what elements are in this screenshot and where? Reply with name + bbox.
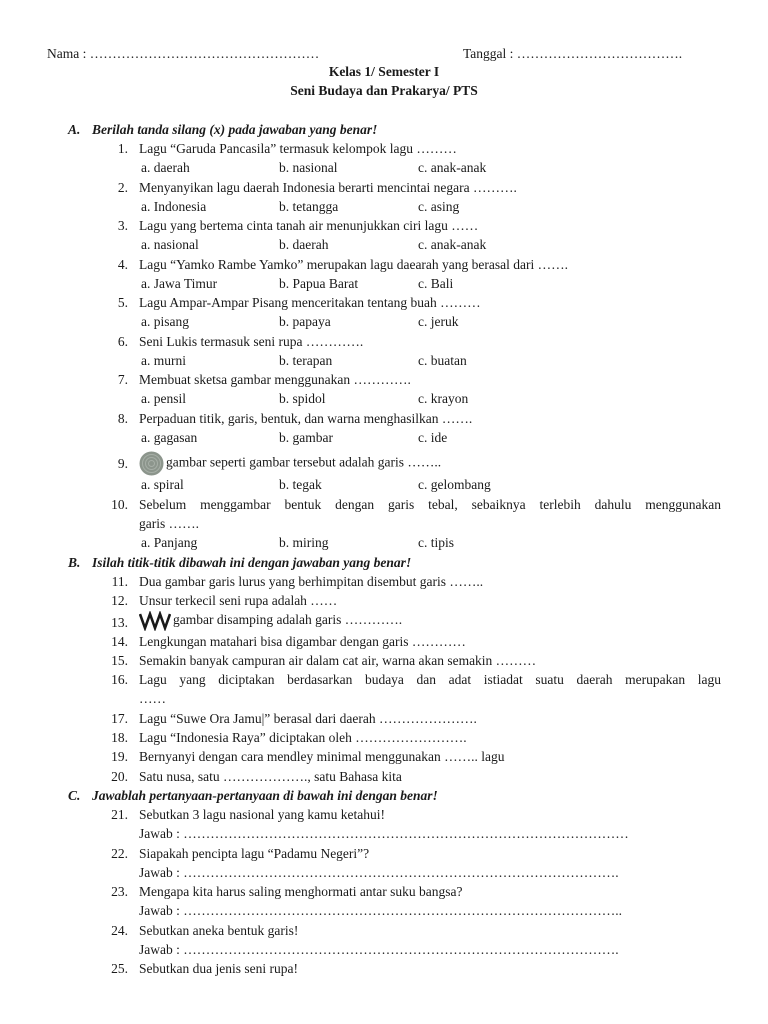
question-number: 8.: [117, 411, 128, 426]
question-number: 6.: [117, 334, 128, 349]
answer-line[interactable]: Jawab : …………………………………………………………………………………….: [139, 942, 619, 957]
option-a[interactable]: a. Panjang: [141, 535, 198, 550]
option-c[interactable]: c. krayon: [418, 391, 469, 406]
zigzag-line-image: [139, 611, 171, 631]
question-text: Lagu “Suwe Ora Jamu|” berasal dari daerah ………………….: [139, 711, 477, 726]
option-c[interactable]: c. anak-anak: [418, 237, 487, 252]
question-text: Mengapa kita harus saling menghormati antar suku bangsa?: [139, 884, 463, 899]
question-number: 14.: [111, 634, 128, 649]
date-field: Tanggal : ……………………………….: [463, 46, 683, 61]
section-title: Jawablah pertanyaan-pertanyaan di bawah ini dengan benar!: [92, 788, 438, 803]
question-number: 22.: [111, 846, 128, 861]
option-a[interactable]: a. Jawa Timur: [141, 276, 218, 291]
question-text: Menyanyikan lagu daerah Indonesia berarti mencintai negara ……….: [139, 180, 517, 195]
question-text-continued: garis …….: [139, 516, 199, 531]
question-text: Lagu Ampar-Ampar Pisang menceritakan tentang buah ………: [139, 295, 481, 310]
question-number: 16.: [111, 672, 128, 687]
question-number: 25.: [111, 961, 128, 976]
question-text: Sebelum menggambar bentuk dengan garis tebal, sebaiknya terlebih dahulu menggunakan: [139, 497, 721, 512]
subject-title: Seni Budaya dan Prakarya/ PTS: [290, 83, 478, 98]
option-c[interactable]: c. anak-anak: [418, 160, 487, 175]
question-number: 19.: [111, 749, 128, 764]
option-b[interactable]: b. terapan: [279, 353, 333, 368]
question-number: 11.: [111, 574, 128, 589]
answer-line[interactable]: Jawab : ……………………………………………………………………………………..: [139, 903, 622, 918]
option-b[interactable]: b. tetangga: [279, 199, 339, 214]
question-text: Perpaduan titik, garis, bentuk, dan warna menghasilkan …….: [139, 411, 473, 426]
option-a[interactable]: a. nasional: [141, 237, 199, 252]
question-number: 18.: [111, 730, 128, 745]
question-text-with-image: [139, 610, 402, 631]
question-number: 20.: [111, 769, 128, 784]
option-b[interactable]: b. miring: [279, 535, 329, 550]
question-text: Membuat sketsa gambar menggunakan ………….: [139, 372, 411, 387]
question-text: Lagu yang diciptakan berdasarkan budaya dan adat istiadat suatu daerah merupakan lagu: [139, 672, 721, 687]
option-a[interactable]: a. Indonesia: [141, 199, 207, 214]
question-text: Lagu “Indonesia Raya” diciptakan oleh …………………….: [139, 730, 467, 745]
question-number: 9.: [117, 456, 128, 471]
option-b[interactable]: b. Papua Barat: [279, 276, 359, 291]
option-c[interactable]: c. Bali: [418, 276, 454, 291]
question-number: 5.: [117, 295, 128, 310]
name-field: Nama : ……………………………………………: [47, 46, 320, 61]
question-number: 4.: [117, 257, 128, 272]
question-text: Sebutkan aneka bentuk garis!: [139, 923, 299, 938]
question-number: 24.: [111, 923, 128, 938]
class-semester-title: Kelas 1/ Semester I: [328, 64, 440, 79]
option-a[interactable]: a. daerah: [141, 160, 190, 175]
question-text: Seni Lukis termasuk seni rupa ………….: [139, 334, 364, 349]
section-b-heading: [68, 553, 411, 572]
question-number: 1.: [117, 141, 128, 156]
question-number: 10.: [111, 497, 128, 512]
section-letter: C.: [68, 788, 81, 803]
answer-line[interactable]: Jawab : …………………………………………………………………………………….: [139, 865, 619, 880]
question-text: Bernyanyi dengan cara mendley minimal menggunakan …….. lagu: [139, 749, 505, 764]
option-c[interactable]: c. ide: [418, 430, 448, 445]
question-text: Lengkungan matahari bisa digambar dengan garis …………: [139, 634, 466, 649]
question-number: 13.: [111, 615, 128, 630]
section-c-heading: [68, 786, 438, 805]
question-text: Lagu “Garuda Pancasila” termasuk kelompok lagu ………: [139, 141, 457, 156]
question-text: Semakin banyak campuran air dalam cat air, warna akan semakin ………: [139, 653, 537, 668]
section-letter: B.: [68, 555, 81, 570]
question-text: Sebutkan dua jenis seni rupa!: [139, 961, 298, 976]
option-c[interactable]: c. asing: [418, 199, 460, 214]
option-a[interactable]: a. pensil: [141, 391, 186, 406]
question-number: 15.: [111, 653, 128, 668]
option-b[interactable]: b. nasional: [279, 160, 338, 175]
question-text: Lagu yang bertema cinta tanah air menunjukkan ciri lagu ……: [139, 218, 479, 233]
option-c[interactable]: c. tipis: [418, 535, 454, 550]
question-number: 21.: [111, 807, 128, 822]
option-a[interactable]: a. gagasan: [141, 430, 198, 445]
option-b[interactable]: b. daerah: [279, 237, 329, 252]
option-c[interactable]: c. buatan: [418, 353, 467, 368]
option-b[interactable]: b. tegak: [279, 477, 322, 492]
question-text: gambar seperti gambar tersebut adalah garis ……..: [166, 454, 442, 470]
question-number: 23.: [111, 884, 128, 899]
section-title: Isilah titik-titik dibawah ini dengan jawaban yang benar!: [92, 555, 412, 570]
option-a[interactable]: a. spiral: [141, 477, 184, 492]
section-letter: A.: [68, 122, 81, 137]
spiral-line-image: [139, 451, 164, 476]
question-text: Lagu “Yamko Rambe Yamko” merupakan lagu daearah yang berasal dari …….: [139, 257, 569, 272]
question-text: gambar disamping adalah garis ………….: [173, 612, 403, 627]
question-text: Dua gambar garis lurus yang berhimpitan disembut garis ……..: [139, 574, 484, 589]
question-text-continued: ……: [139, 691, 166, 706]
option-b[interactable]: b. gambar: [279, 430, 333, 445]
question-text: Siapakah pencipta lagu “Padamu Negeri”?: [139, 846, 370, 861]
question-text: Sebutkan 3 lagu nasional yang kamu ketahui!: [139, 807, 385, 822]
section-a-heading: [68, 120, 377, 139]
answer-line[interactable]: Jawab : ………………………………………………………………………………………: [139, 826, 629, 841]
question-number: 2.: [117, 180, 128, 195]
option-b[interactable]: b. spidol: [279, 391, 326, 406]
question-text: Satu nusa, satu ………………., satu Bahasa kita: [139, 769, 402, 784]
option-b[interactable]: b. papaya: [279, 314, 331, 329]
question-text: Unsur terkecil seni rupa adalah ……: [139, 593, 338, 608]
section-title: Berilah tanda silang (x) pada jawaban yang benar!: [92, 122, 378, 137]
question-number: 17.: [111, 711, 128, 726]
question-number: 3.: [117, 218, 128, 233]
question-number: 7.: [117, 372, 128, 387]
option-c[interactable]: c. jeruk: [418, 314, 459, 329]
option-c[interactable]: c. gelombang: [418, 477, 491, 492]
option-a[interactable]: a. pisang: [141, 314, 189, 329]
question-number: 12.: [111, 593, 128, 608]
question-text-with-image: [139, 451, 441, 476]
option-a[interactable]: a. murni: [141, 353, 186, 368]
